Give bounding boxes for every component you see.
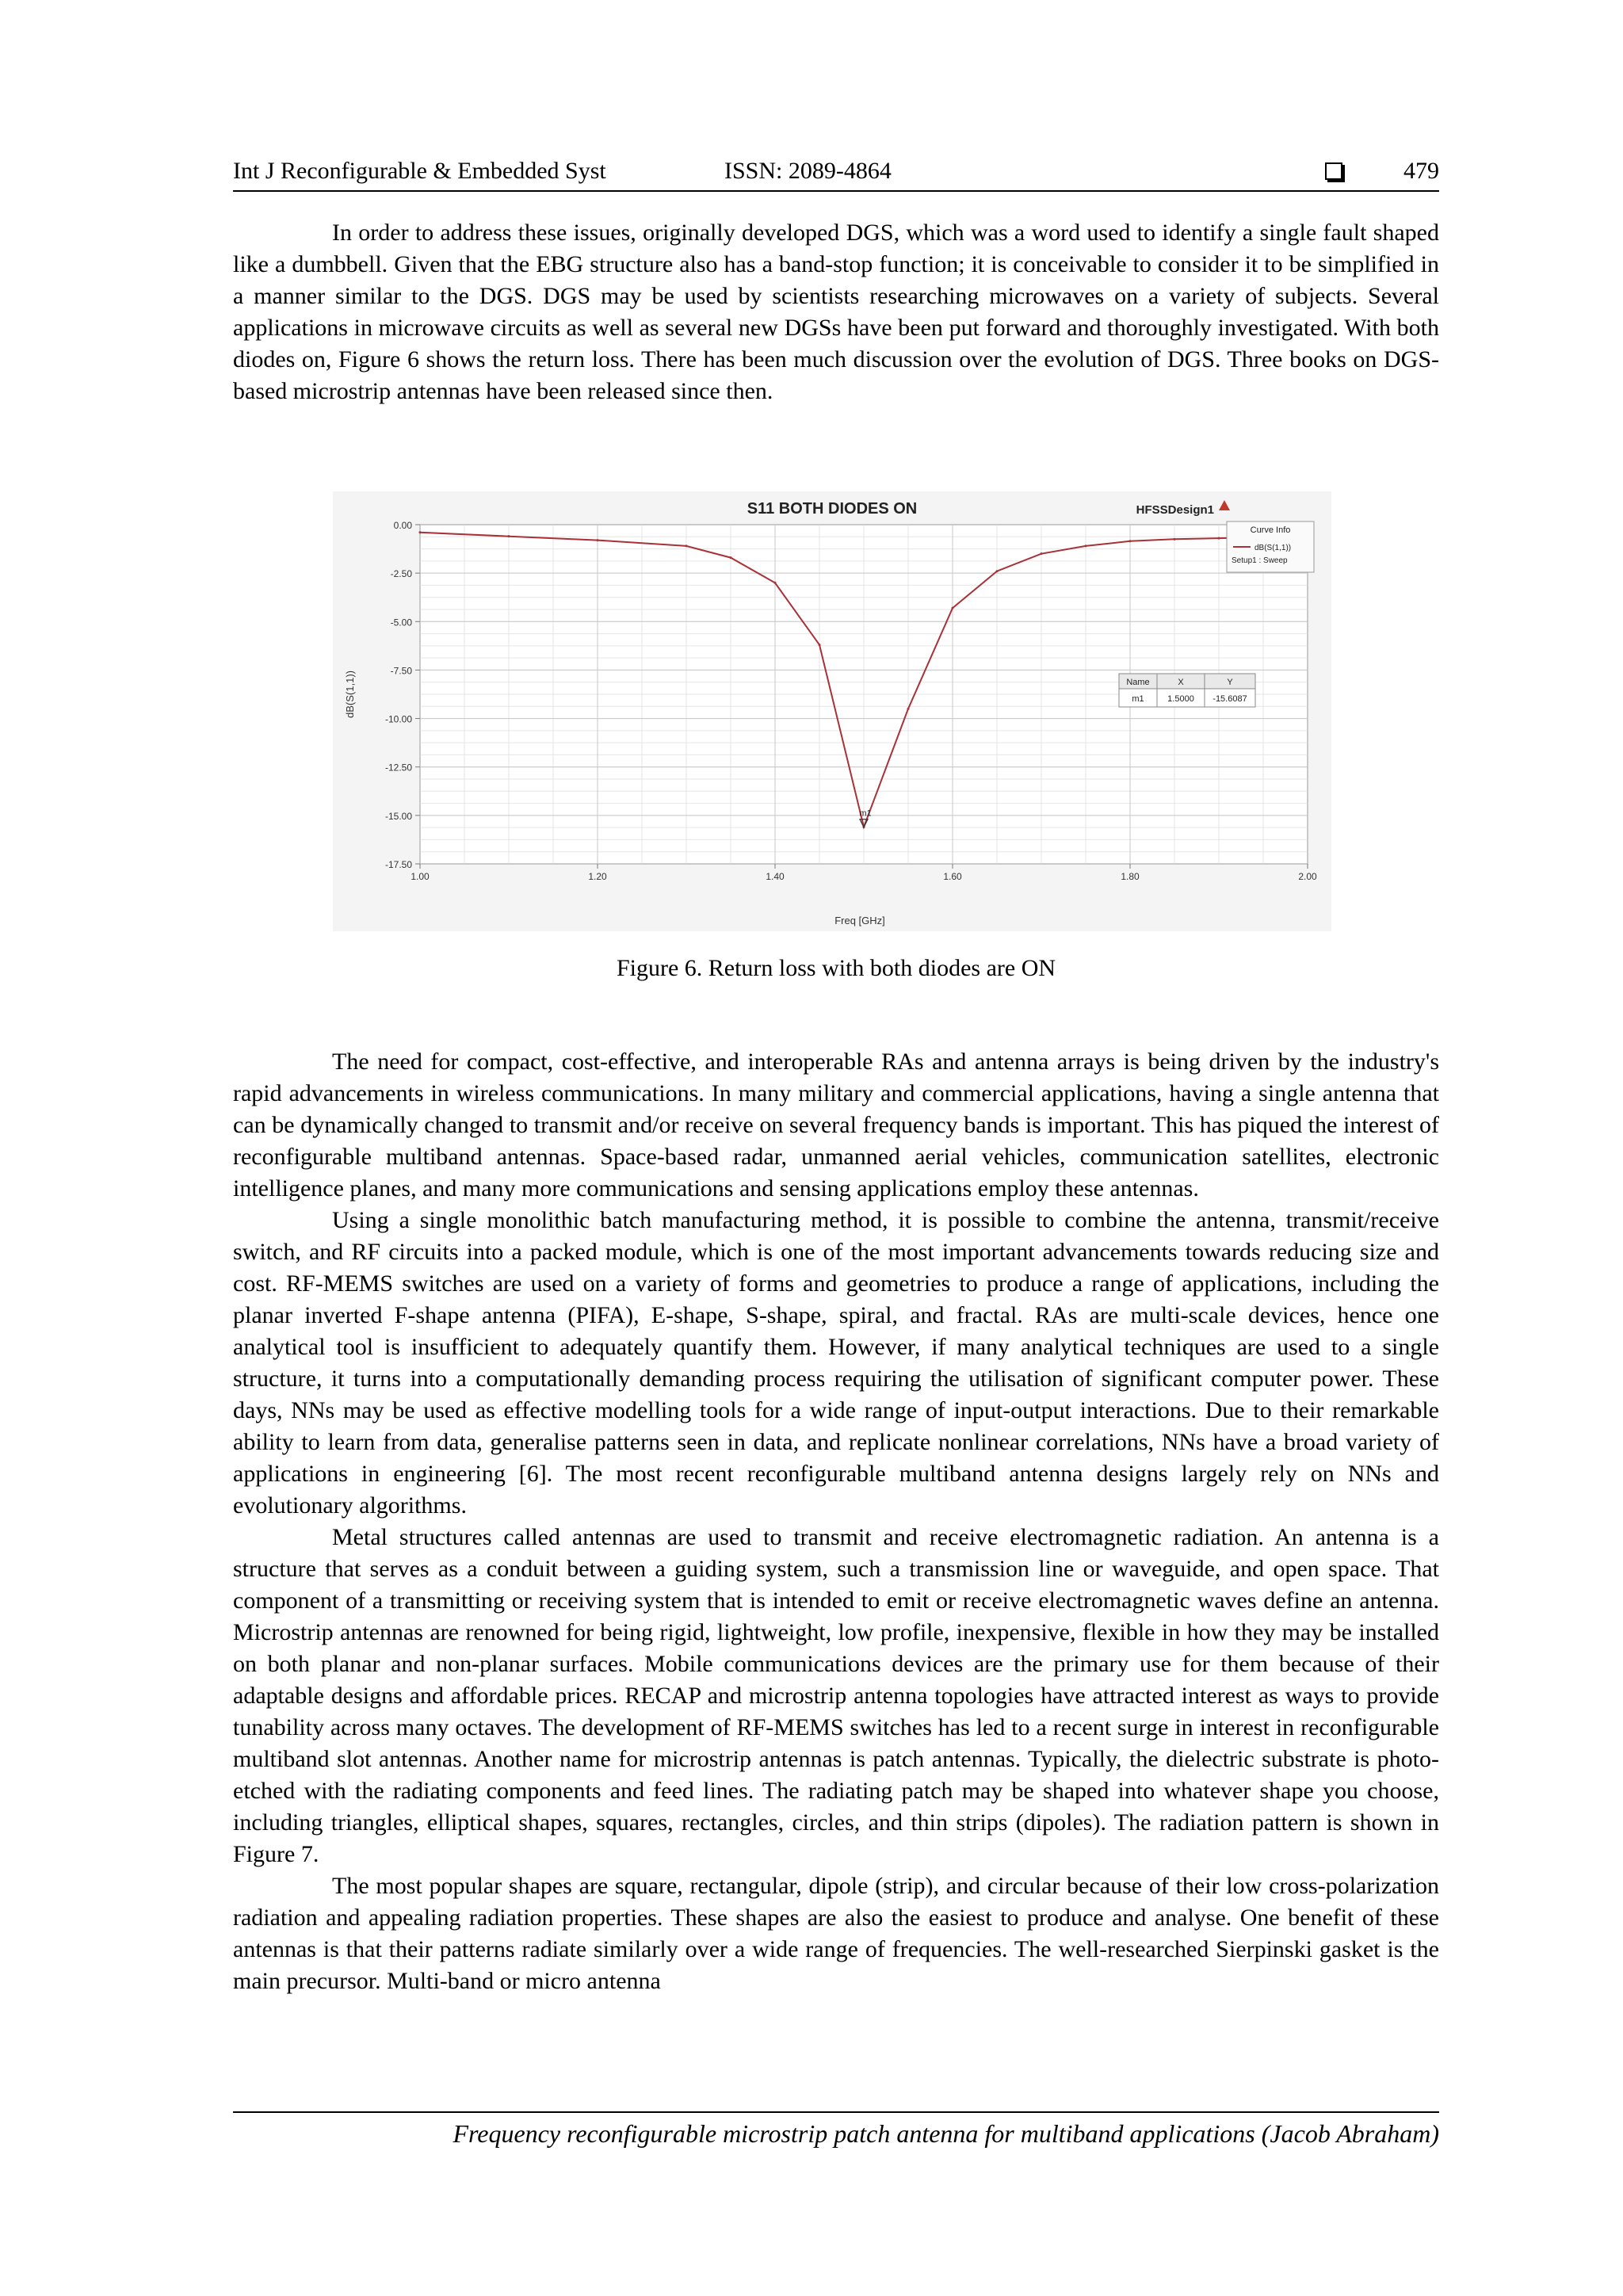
y-tick-label: 0.00 [393,520,412,531]
x-axis-label: Freq [GHz] [834,915,885,926]
y-tick-label: -10.00 [384,713,412,725]
footer-rule [233,2111,1439,2113]
marker-table-header-x: X [1178,678,1184,687]
design-label: HFSSDesign1 [1136,503,1214,517]
paragraph: Metal structures called antennas are used to transmit and receive electromagnetic radiation. An antenna is a structure that serves as a conduit between a guiding system, such a transmission line or waveguide, and open space. That component of a transmitting or receiving system that is intended to emit or receive electromagnetic waves define an antenna. Microstrip antennas are renowned for being rigid, lightweight, low profile, inexpensive, flexible in how they may be installed on both planar and non-planar surfaces. Mobile communications devices are the primary use for them because of their adaptable designs and affordable prices. RECAP and microstrip antenna topologies have attracted interest as ways to provide tunability across many octaves. The development of RF-MEMS switches has led to a recent surge in interest in reconfigurable multiband slot antennas. Another name for microstrip antennas is patch antennas. Typically, the dielectric substrate is photo-etched with the radiating components and feed lines. The radiating patch may be shaped into whatever shape you choose, including triangles, elliptical shapes, squares, rectangles, circles, and thin strips (dipoles). The radiation pattern is shown in Figure 7. [233,1524,1439,1867]
curve-info-legend [1227,521,1314,572]
y-tick-label: -7.50 [390,665,412,677]
figure-6 [333,491,1331,931]
data-point [685,544,688,547]
marker-m1-label: m1 [859,808,872,819]
x-tick-label: 1.00 [411,871,430,882]
body-text-bottom [233,1046,1439,1997]
square-bullet-icon [1325,162,1342,180]
legend-setup: Setup1 : Sweep [1232,556,1288,565]
data-point [1129,540,1132,542]
x-tick-label: 1.20 [588,871,607,882]
x-tick-label: 2.00 [1298,871,1317,882]
paragraph: The need for compact, cost-effective, and interoperable RAs and antenna arrays is being driven by the industry's rapid advancements in wireless communications. In many military and commercial applications, having a single antenna that can be dynamically changed to transmit and/or receive on several frequency bands is important. This has piqued the interest of reconfigurable multiband antennas. Space-based radar, unmanned aerial vehicles, communication satellites, electronic intelligence planes, and many more communications and sensing applications employ these antennas. [233,1049,1439,1201]
issn: ISSN: 2089-4864 [724,158,892,184]
x-tick-label: 1.60 [943,871,962,882]
marker-table-header-y: Y [1227,678,1233,687]
page-number: 479 [1403,158,1439,184]
data-point [774,582,777,584]
data-point [1041,552,1043,555]
marker-table-header-name: Name [1126,678,1150,687]
marker-table-cell-y: -15.6087 [1212,694,1247,704]
marker-table-cell-x: 1.5000 [1167,694,1194,704]
y-tick-label: -5.00 [390,617,412,628]
chart-title: S11 BOTH DIODES ON [747,500,918,518]
paragraph: Using a single monolithic batch manufacturing method, it is possible to combine the antenna, transmit/receive switch, and RF circuits into a packed module, which is one of the most important advancements towards reducing size and cost. RF-MEMS switches are used on a variety of forms and geometries to produce a range of applications, including the planar inverted F-shape antenna (PIFA), E-shape, S-shape, spiral, and fractal. RAs are multi-scale devices, hence one analytical tool is insufficient to adequately quantify them. However, if many analytical techniques are used to a single structure, it turns into a computationally demanding process requiring the utilisation of significant computer power. These days, NNs may be used as effective modelling tools for a wide range of input-output interactions. Due to their remarkable ability to learn from data, generalise patterns seen in data, and replicate nonlinear correlations, NNs have a broad variety of applications in engineering [6]. The most recent reconfigurable multiband antenna designs largely rely on NNs and evolutionary algorithms. [233,1207,1439,1519]
legend-title: Curve Info [1250,525,1291,535]
legend-entry: dB(S(1,1)) [1254,544,1292,552]
data-point [730,556,732,559]
data-point [996,570,999,572]
y-axis-label: dB(S(1,1)) [344,670,356,718]
return-loss-chart [333,491,1331,931]
data-point [1218,537,1220,540]
y-tick-label: -2.50 [390,568,412,580]
body-text-top [233,217,1439,407]
running-header [233,155,1439,192]
data-point [907,708,910,710]
x-tick-label: 1.80 [1121,871,1140,882]
paragraph: The most popular shapes are square, rectangular, dipole (strip), and circular because of their low cross-polarization radiation and appealing radiation properties. These shapes are also the easiest to produce and analyse. One benefit of these antennas is that their patterns radiate similarly over a wide range of frequencies. The well-researched Sierpinski gasket is the main precursor. Multi-band or micro antenna [233,1873,1439,1994]
data-point [508,535,510,537]
data-point [952,607,954,609]
data-point [419,531,422,533]
journal-name: Int J Reconfigurable & Embedded Syst [233,158,606,184]
x-tick-label: 1.40 [766,871,785,882]
data-point [597,539,599,541]
figure-caption: Figure 6. Return loss with both diodes are ON [616,955,1056,981]
running-footer: Frequency reconfigurable microstrip patch antenna for multiband applications (Jacob Abraham) [453,2119,1439,2148]
data-point [1085,544,1087,547]
marker-table-cell-name: m1 [1132,694,1144,704]
data-point [819,644,821,646]
data-point [1174,538,1176,541]
paragraph: In order to address these issues, originally developed DGS, which was a word used to identify a single fault shaped like a dumbbell. Given that the EBG structure also has a band-stop function; it is conceivable to consider it to be simplified in a manner similar to the DGS. DGS may be used by scientists researching microwaves on a variety of subjects. Several applications in microwave circuits as well as several new DGSs have been put forward and thoroughly investigated. With both diodes on, Figure 6 shows the return loss. There has been much discussion over the evolution of DGS. Three books on DGS-based microstrip antennas have been released since then. [233,220,1439,404]
y-tick-label: -17.50 [384,859,412,870]
marker-table [1119,674,1255,707]
y-tick-label: -12.50 [384,762,412,774]
y-tick-label: -15.00 [384,810,412,822]
